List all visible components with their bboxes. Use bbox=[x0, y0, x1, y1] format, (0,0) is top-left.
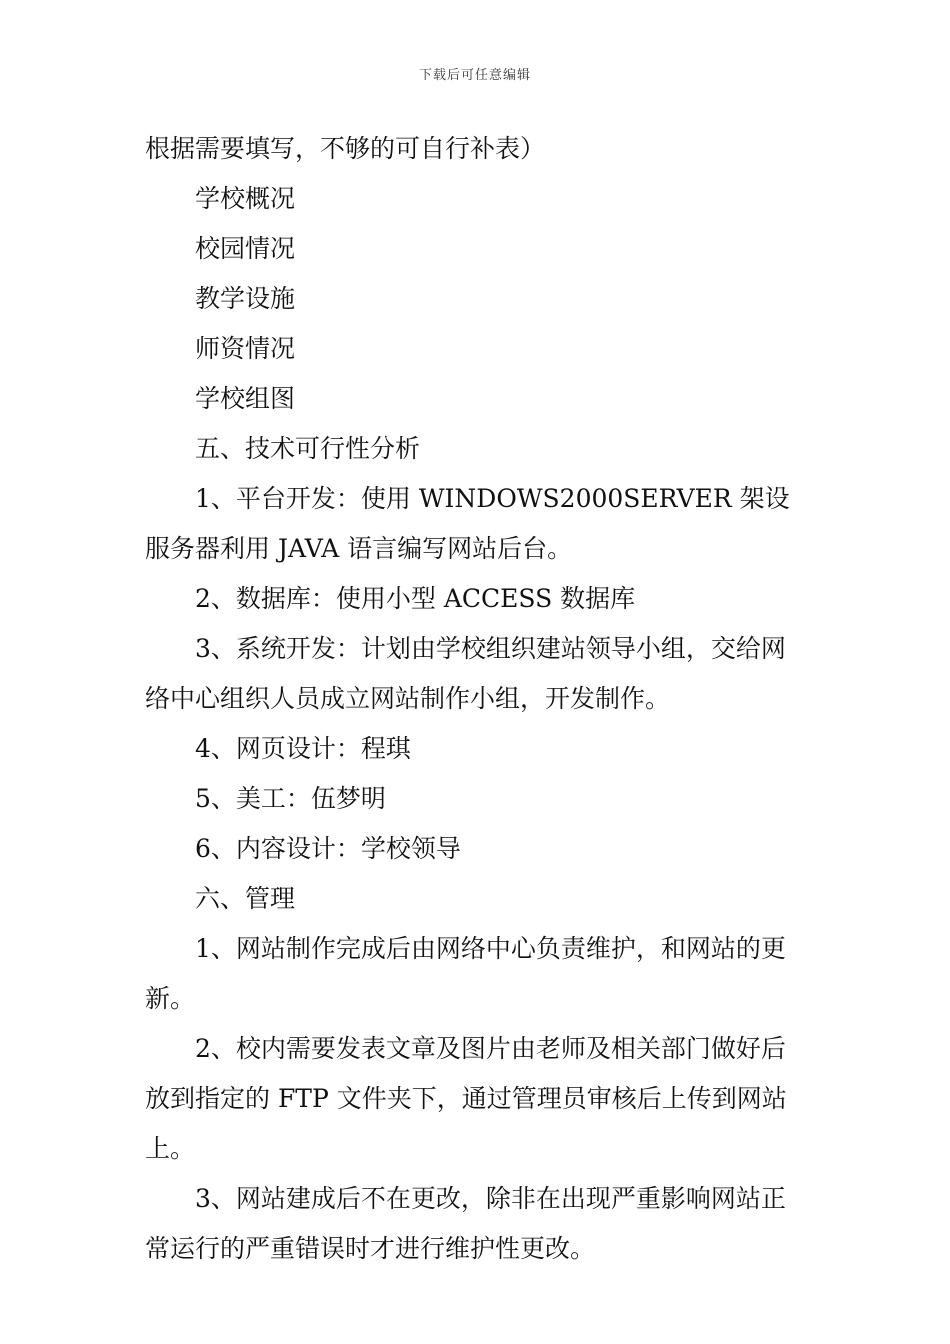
document-body bbox=[145, 124, 807, 1274]
paragraph-school-photos: 学校组图 bbox=[195, 384, 296, 413]
paragraph-database: 2、数据库：使用小型 ACCESS 数据库 bbox=[195, 584, 636, 613]
paragraph-faculty-situation: 师资情况 bbox=[195, 334, 296, 363]
paragraph-system-development: 3、系统开发：计划由学校组织建站领导小组，交给网络中心组织人员成立网站制作小组，开发制作。 bbox=[145, 634, 786, 713]
page-header: 下载后可任意编辑 bbox=[418, 68, 531, 83]
paragraph-change-policy: 3、网站建成后不在更改，除非在出现严重影响网站正常运行的严重错误时才进行维护性更改。 bbox=[145, 1184, 786, 1263]
section-heading-technical-feasibility: 五、技术可行性分析 bbox=[195, 434, 421, 463]
paragraph-publishing: 2、校内需要发表文章及图片由老师及相关部门做好后放到指定的 FTP 文件夹下，通过管理员审核后上传到网站上。 bbox=[145, 1034, 787, 1163]
paragraph-web-design: 4、网页设计：程琪 bbox=[195, 734, 411, 763]
paragraph-teaching-facilities: 教学设施 bbox=[195, 284, 296, 313]
paragraph-intro-note: 根据需要填写，不够的可自行补表） bbox=[145, 134, 546, 163]
paragraph-platform-development: 1、平台开发：使用 WINDOWS2000SERVER 架设服务器利用 JAVA 语言编写网站后台。 bbox=[145, 484, 790, 563]
paragraph-maintenance: 1、网站制作完成后由网络中心负责维护，和网站的更新。 bbox=[145, 934, 786, 1013]
paragraph-campus-situation: 校园情况 bbox=[195, 234, 296, 263]
section-heading-management: 六、管理 bbox=[195, 884, 296, 913]
paragraph-school-overview: 学校概况 bbox=[195, 184, 296, 213]
paragraph-artwork: 5、美工：伍梦明 bbox=[195, 784, 386, 813]
paragraph-content-design: 6、内容设计：学校领导 bbox=[195, 834, 461, 863]
